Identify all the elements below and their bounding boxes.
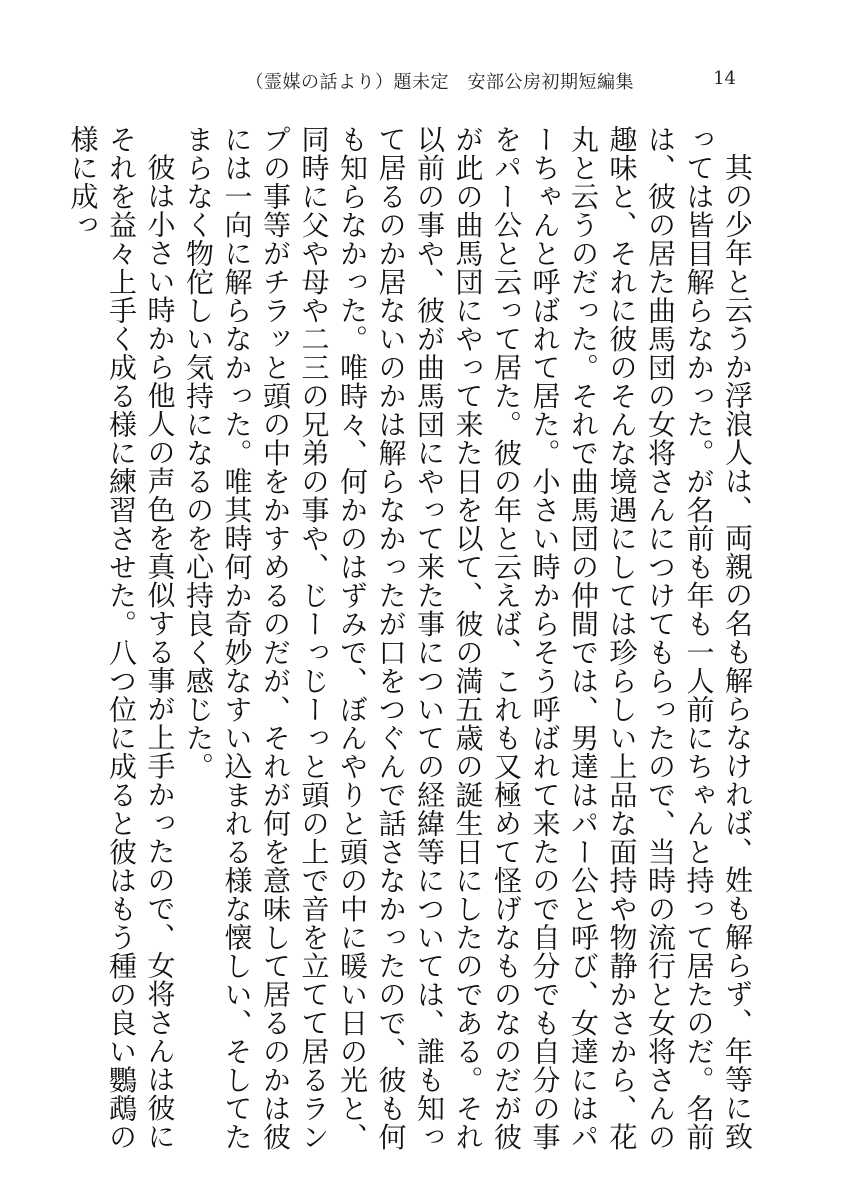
paragraph-1: 其の少年と云うか浮浪人は、両親の名も解らなければ、姓も解らず、年等に致っては皆目解らなかった。が名前も年も一人前にちゃんと持って居たのだ。名前は、彼の居た曲馬団の女将さんにつけてもらったので、当時の流行と女将さんの趣味と、それに彼のそんな境遇にしては珍らしい上品な面持や物静かさから、花丸と云うのだった。それで曲馬団の仲間では、男達はパー公と呼び、女達にはパーちゃんと呼ばれて居た。小さい時からそう呼ばれて来たので自分でも自分の事をパー公と云って居た。彼の年と云えば、これも又極めて怪げなものなのだが彼が此の曲馬団にやって来た日を以て、彼の満五歳の誕生日にしたのである。それ以前の事や、彼が曲馬団にやって来た事についての経緯等については、誰も知って居るのか居ないのかは解らなかったが口をつぐんで話さなかったので、彼も何も知らなかった。唯時々、何かのはずみで、ぼんやりと頭の中に暖い日の光と、同時に父や母や二三の兄弟の事や、じーっじーっと頭の上で音を立てて居るランプの事等がチラッと頭の中をかすめるのだが、それが何を意味して居るのかは彼には一向に解らなかった。唯其時何か奇妙なすい込まれる様な懐しい、そしてたまらなく物佗しい気持になるのを心持良く感じた。 (182, 125, 754, 1151)
page-header (90, 64, 750, 94)
vertical-body-text (66, 125, 756, 1155)
running-title: （霊媒の話より）題未定 安部公房初期短編集 (245, 72, 634, 93)
page-number: 14 (713, 68, 736, 89)
paragraph-2: 彼は小さい時から他人の声色を真似する事が上手かったので、女将さんは彼にそれを益々上手く成る様に練習させた。八つ位に成ると彼はもう種の良い鸚鵡の様に成っ (66, 125, 177, 1151)
